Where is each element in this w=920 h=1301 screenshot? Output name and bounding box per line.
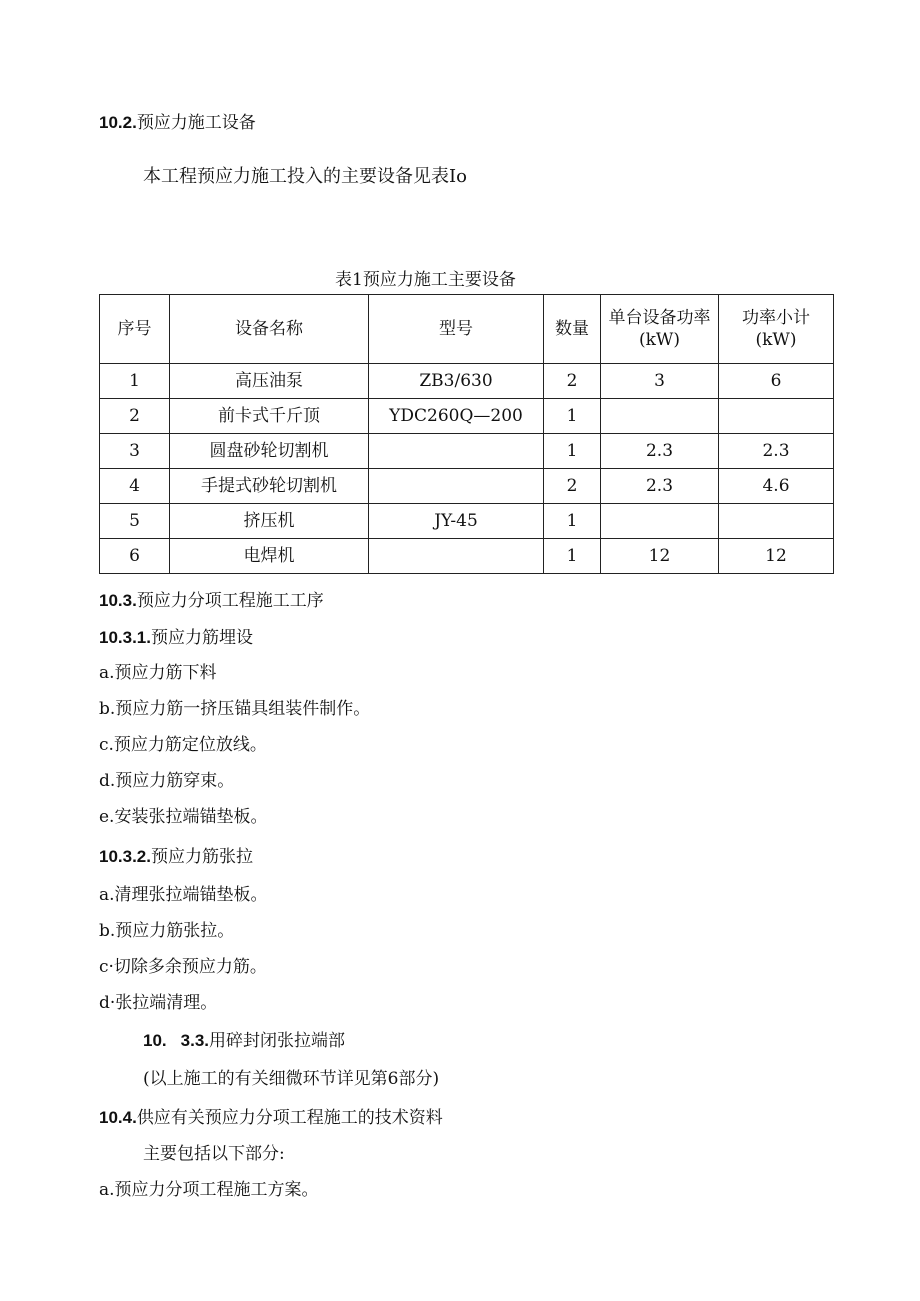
cell-no: 2 bbox=[100, 399, 170, 434]
cell-total-power: 2.3 bbox=[719, 434, 834, 469]
list-item: a.清理张拉端锚垫板。 bbox=[99, 885, 268, 905]
list-item: b.预应力筋张拉。 bbox=[99, 921, 235, 941]
intro-paragraph: 本工程预应力施工投入的主要设备见表Io bbox=[143, 166, 467, 187]
table-header-row bbox=[100, 295, 834, 364]
section-title: 预应力分项工程施工工序 bbox=[136, 591, 324, 611]
cell-name: 高压油泵 bbox=[170, 364, 369, 399]
table-row bbox=[100, 364, 834, 399]
cell-no: 6 bbox=[100, 539, 170, 574]
section-number: 10.3.2. bbox=[99, 847, 151, 866]
list-item: b.预应力筋一挤压锚具组装件制作。 bbox=[99, 699, 371, 719]
section-heading-10-3-2 bbox=[99, 848, 253, 866]
table-row bbox=[100, 504, 834, 539]
cell-qty: 1 bbox=[544, 504, 601, 539]
header-unit-power bbox=[601, 295, 719, 364]
table-row bbox=[100, 469, 834, 504]
cell-no: 1 bbox=[100, 364, 170, 399]
note-paragraph: (以上施工的有关细微环节详见第6部分) bbox=[143, 1069, 440, 1089]
cell-unit-power: 3 bbox=[601, 364, 719, 399]
cell-unit-power bbox=[601, 399, 719, 434]
section-number: 10.3. bbox=[99, 591, 137, 610]
cell-model bbox=[369, 434, 544, 469]
equipment-table bbox=[99, 294, 834, 574]
cell-qty: 1 bbox=[544, 539, 601, 574]
header-unit-power-label: 单台设备功率 bbox=[608, 307, 711, 328]
table-row bbox=[100, 399, 834, 434]
cell-unit-power bbox=[601, 504, 719, 539]
cell-model: YDC260Q—200 bbox=[369, 399, 544, 434]
section-heading-10-4 bbox=[99, 1109, 443, 1127]
section-heading-10-3-1 bbox=[99, 629, 253, 647]
section-heading-10-3-3 bbox=[143, 1032, 345, 1050]
table-row bbox=[100, 539, 834, 574]
cell-total-power: 6 bbox=[719, 364, 834, 399]
header-no: 序号 bbox=[100, 295, 170, 364]
list-item: d·张拉端清理。 bbox=[99, 993, 218, 1013]
section-title: 用碎封闭张拉端部 bbox=[209, 1031, 345, 1051]
section-number: 10.4. bbox=[99, 1108, 137, 1127]
cell-total-power: 4.6 bbox=[719, 469, 834, 504]
cell-total-power bbox=[719, 504, 834, 539]
cell-unit-power: 2.3 bbox=[601, 469, 719, 504]
cell-name: 手提式砂轮切割机 bbox=[170, 469, 369, 504]
section-subnumber: 3.3. bbox=[180, 1031, 209, 1050]
section-title: 预应力施工设备 bbox=[136, 113, 256, 133]
cell-name: 圆盘砂轮切割机 bbox=[170, 434, 369, 469]
section-title: 供应有关预应力分项工程施工的技术资料 bbox=[136, 1108, 443, 1128]
includes-paragraph: 主要包括以下部分: bbox=[143, 1144, 285, 1164]
header-name: 设备名称 bbox=[170, 295, 369, 364]
cell-no: 3 bbox=[100, 434, 170, 469]
list-item: a.预应力分项工程施工方案。 bbox=[99, 1180, 319, 1200]
section-number: 10.2. bbox=[99, 113, 137, 132]
cell-name: 挤压机 bbox=[170, 504, 369, 539]
cell-name: 电焊机 bbox=[170, 539, 369, 574]
cell-total-power bbox=[719, 399, 834, 434]
section-heading-10-2 bbox=[99, 114, 256, 132]
header-total-power-unit: (kW) bbox=[755, 330, 797, 350]
cell-qty: 2 bbox=[544, 469, 601, 504]
cell-unit-power: 12 bbox=[601, 539, 719, 574]
section-number: 10.3.1. bbox=[99, 628, 151, 647]
cell-model bbox=[369, 469, 544, 504]
table-caption: 表1预应力施工主要设备 bbox=[335, 270, 516, 290]
cell-unit-power: 2.3 bbox=[601, 434, 719, 469]
cell-no: 4 bbox=[100, 469, 170, 504]
list-item: d.预应力筋穿束。 bbox=[99, 771, 235, 791]
cell-qty: 1 bbox=[544, 399, 601, 434]
header-unit-power-unit: (kW) bbox=[638, 330, 681, 350]
header-qty: 数量 bbox=[544, 295, 601, 364]
cell-model bbox=[369, 539, 544, 574]
cell-model: ZB3/630 bbox=[369, 364, 544, 399]
cell-qty: 2 bbox=[544, 364, 601, 399]
cell-qty: 1 bbox=[544, 434, 601, 469]
list-item: a.预应力筋下料 bbox=[99, 663, 217, 683]
section-heading-10-3 bbox=[99, 592, 324, 610]
table-row bbox=[100, 434, 834, 469]
cell-no: 5 bbox=[100, 504, 170, 539]
list-item: e.安装张拉端锚垫板。 bbox=[99, 807, 268, 827]
list-item: c.预应力筋定位放线。 bbox=[99, 735, 267, 755]
section-title: 预应力筋埋设 bbox=[151, 628, 253, 648]
section-title: 预应力筋张拉 bbox=[151, 847, 253, 867]
header-model: 型号 bbox=[369, 295, 544, 364]
cell-name: 前卡式千斤顶 bbox=[170, 399, 369, 434]
list-item: c·切除多余预应力筋。 bbox=[99, 957, 267, 977]
cell-model: JY-45 bbox=[369, 504, 544, 539]
header-total-power bbox=[719, 295, 834, 364]
cell-total-power: 12 bbox=[719, 539, 834, 574]
section-number: 10. bbox=[143, 1031, 167, 1050]
header-total-power-label: 功率小计 bbox=[742, 307, 810, 328]
